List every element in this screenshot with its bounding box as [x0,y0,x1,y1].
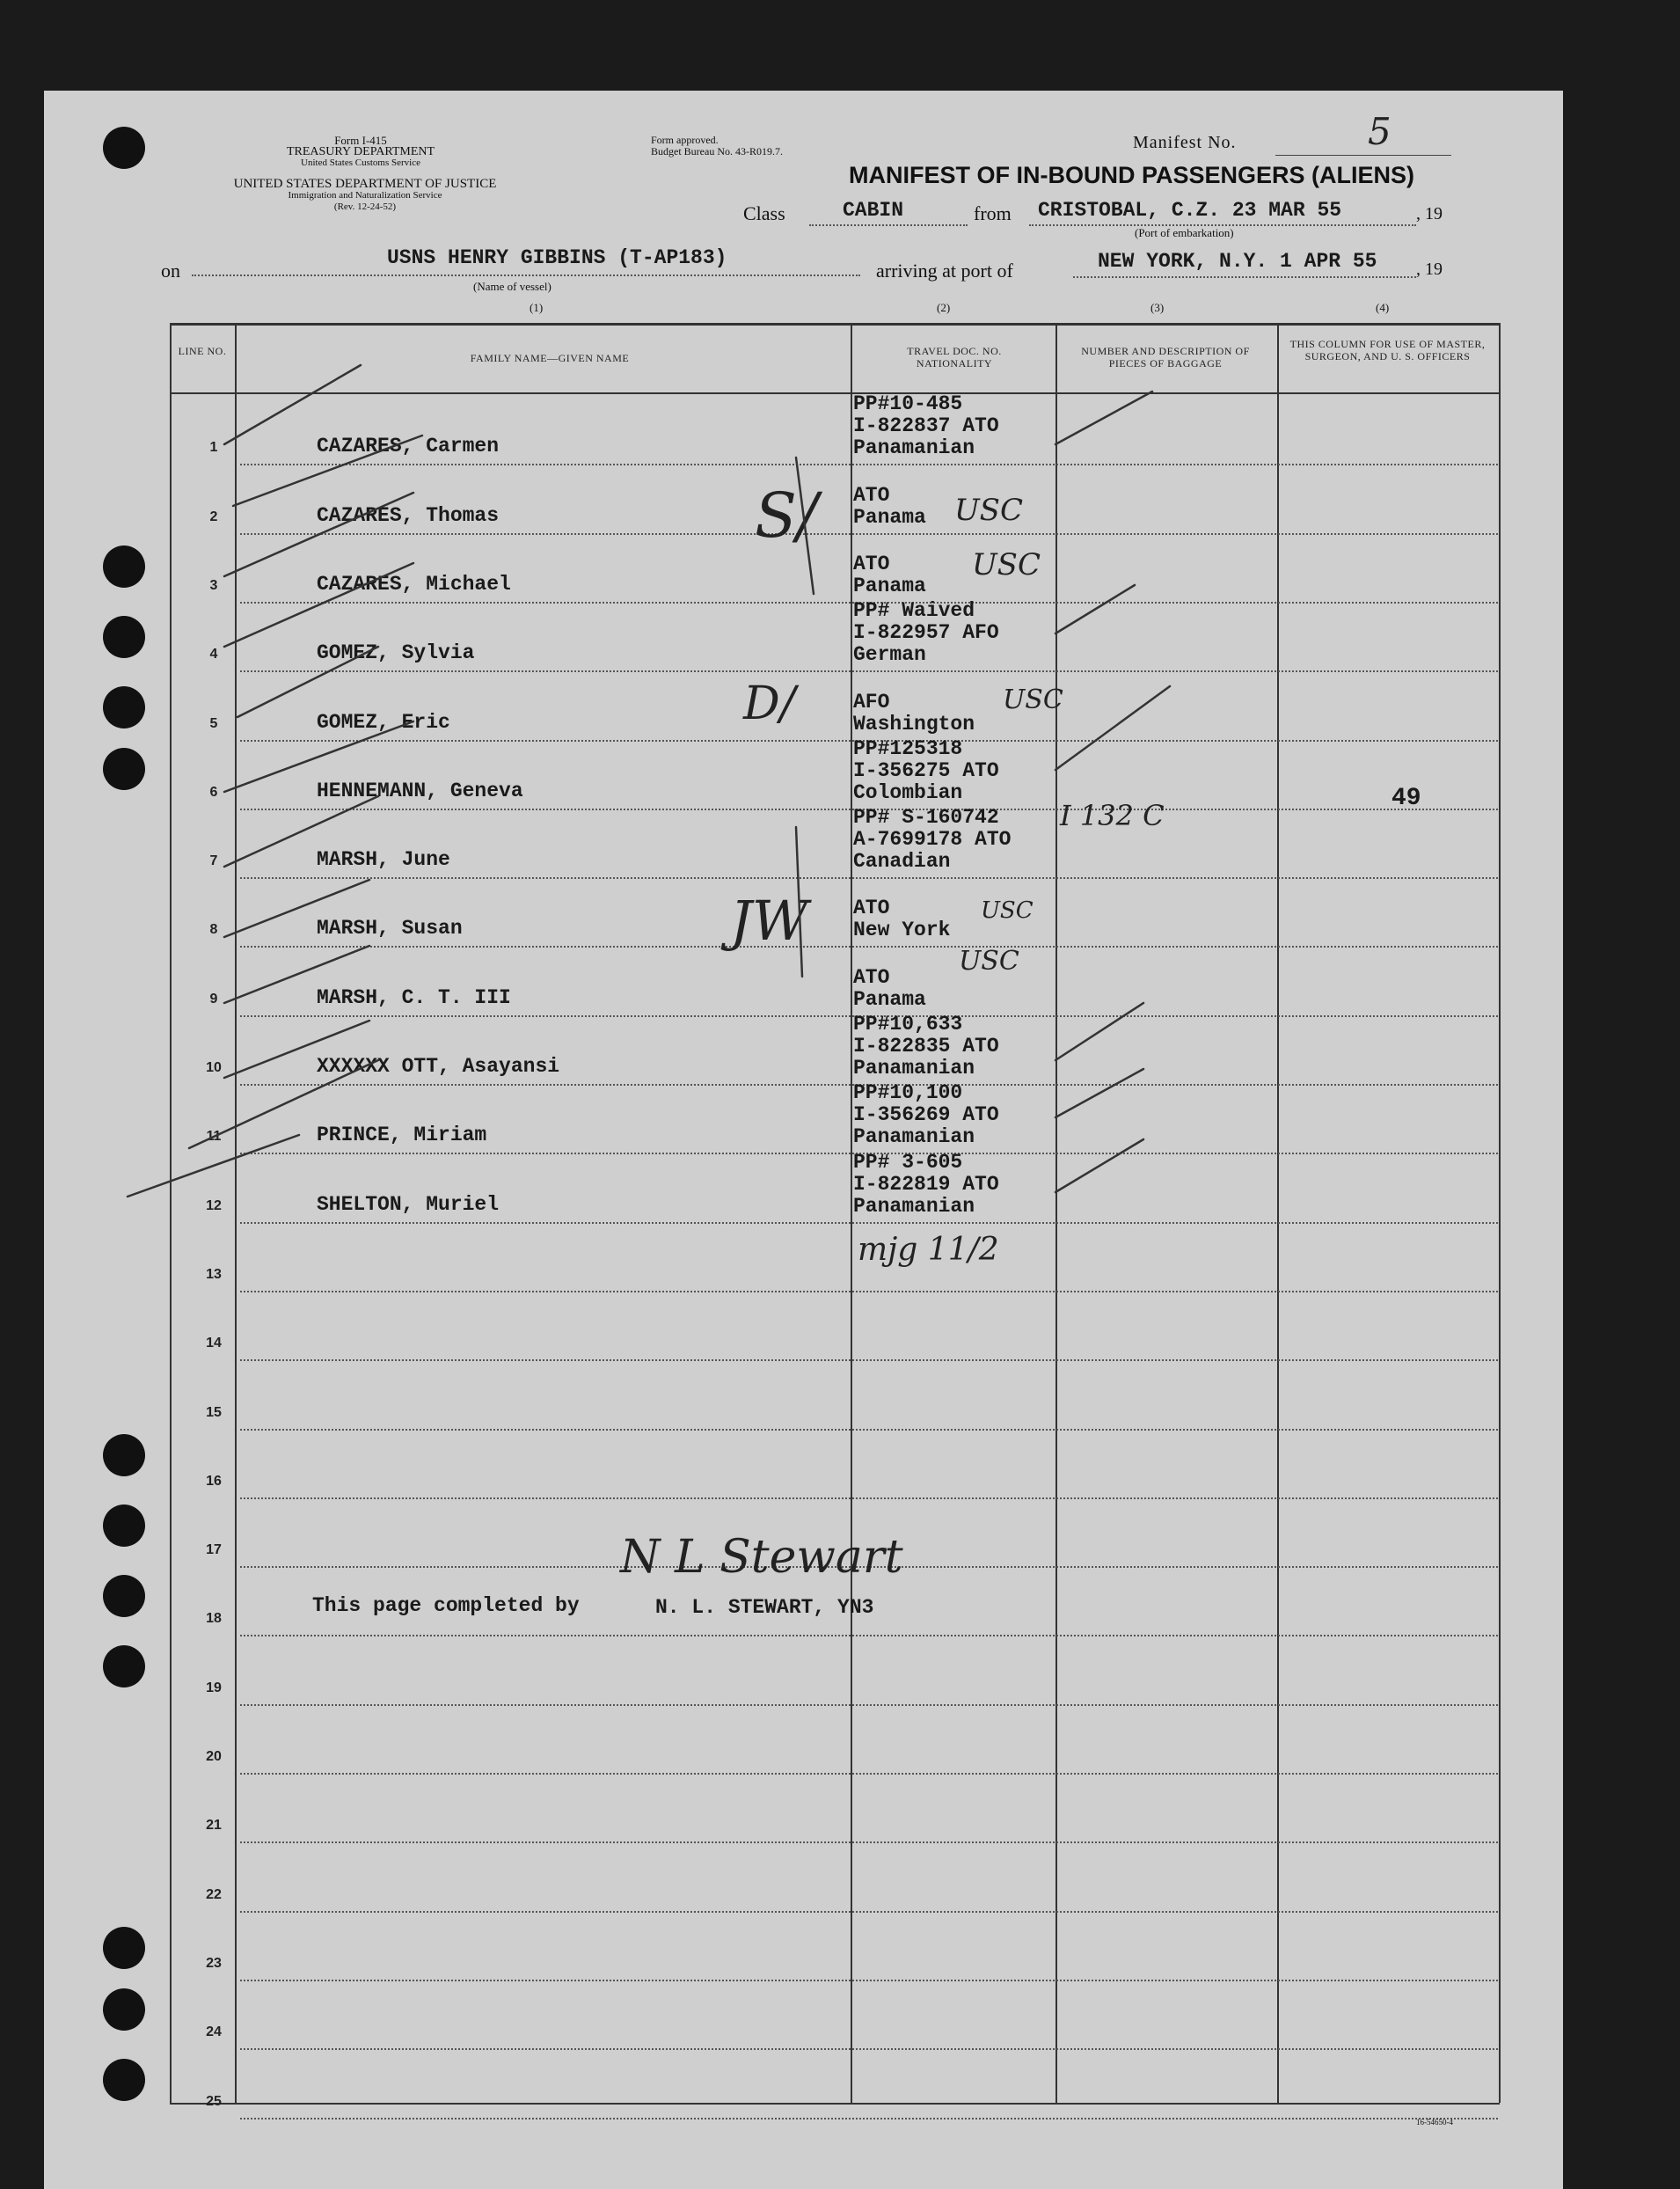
from-label: from [974,202,1012,224]
check-mark [224,721,413,792]
column-number: (3) [1150,301,1165,314]
check-mark [1055,585,1135,633]
check-mark [224,880,369,937]
doj-line: UNITED STATES DEPARTMENT OF JUSTICE [233,177,497,191]
form-id-line: TREASURY DEPARTMENT [286,145,435,158]
travel-doc-line: I-822835 ATO [853,1035,999,1058]
row-line-number: 16 [206,1473,222,1489]
check-mark [224,1021,369,1078]
arriving-value: NEW YORK, N.Y. 1 APR 55 [1098,250,1377,273]
arriving-label: arriving at port of [876,260,1013,282]
passenger-name: HENNEMANN, Geneva [317,779,523,802]
row-line-number: 17 [206,1542,222,1558]
check-mark [237,647,378,717]
check-mark [128,1135,299,1197]
check-mark [189,1060,378,1148]
row-line-number: 23 [206,1955,222,1971]
row-line-number: 21 [206,1818,222,1834]
travel-doc-line: A-7699178 ATO [853,828,1012,852]
check-mark [796,827,802,977]
port-of-embarkation-caption: (Port of embarkation) [1135,226,1234,239]
check-mark [1055,686,1170,770]
passenger-name: XXXXXX OTT, Asayansi [317,1055,560,1078]
approval-line: Form approved. [651,134,719,146]
travel-doc-line: PP# Waived [853,599,975,623]
baggage-note: I 132 C [1060,799,1165,832]
row-line-number: 25 [206,2093,222,2109]
travel-doc-line: Panamanian [853,1125,975,1149]
check-mark [796,458,814,594]
completed-by-label: This page completed by [312,1594,580,1617]
check-mark [1055,392,1152,444]
travel-doc-line: PP#10-485 [853,392,963,416]
row-line-number: 1 [209,440,218,456]
check-mark [233,436,422,506]
on-label: on [161,260,180,282]
row-line-number: 7 [209,853,218,869]
page-title: MANIFEST OF IN-BOUND PASSENGERS (ALIENS) [849,162,1415,188]
row-line-number: 5 [209,715,218,731]
passenger-name: SHELTON, Muriel [317,1192,500,1216]
row-line-number: 20 [206,1749,222,1764]
travel-doc-line: I-356269 ATO [853,1103,999,1127]
vessel-name: USNS HENRY GIBBINS (T-AP183) [387,246,727,269]
travel-doc-line: AFO [853,690,890,714]
travel-doc-line: Colombian [853,780,963,804]
row-line-number: 9 [209,991,218,1007]
row-line-number: 22 [206,1886,222,1902]
check-mark [224,493,413,576]
row-line-number: 8 [209,922,218,938]
row-line-number: 2 [209,509,218,524]
passenger-name: CAZARES, Michael [317,572,511,596]
row-line-number: 11 [206,1129,222,1145]
travel-doc-line: ATO [853,897,890,920]
class-value: CABIN [843,199,904,222]
travel-doc-line: PP#10,100 [853,1081,963,1105]
passenger-name: PRINCE, Miriam [317,1124,487,1147]
from-value: CRISTOBAL, C.Z. 23 MAR 55 [1038,199,1342,222]
usc-mark: USC [972,547,1041,582]
passenger-name: GOMEZ, Eric [317,710,450,734]
travel-doc-line: Panama [853,505,926,529]
manifest-no-value: 5 [1368,110,1391,153]
doj-line: (Rev. 12-24-52) [333,201,397,212]
travel-doc-line: ATO [853,552,890,575]
travel-doc-line: Panamanian [853,1057,975,1080]
check-mark [1055,1003,1143,1060]
travel-doc-line: Panama [853,574,926,597]
travel-doc-line: I-822837 ATO [853,414,999,438]
row-line-number: 18 [206,1611,222,1627]
inspector-initials: D/ [743,677,796,730]
row-line-number: 10 [206,1060,222,1075]
travel-doc-line: ATO [853,965,890,989]
manifest-no-label: Manifest No. [1133,133,1237,152]
row-line-number: 13 [206,1266,222,1282]
column-header-baggage: NUMBER AND DESCRIPTION OF PIECES OF BAGGAGE [1081,345,1250,370]
passenger-name: MARSH, C. T. III [317,985,511,1009]
column-header-line-no: LINE NO. [178,345,227,357]
travel-doc-line: I-356275 ATO [853,758,999,782]
travel-doc-line: Panamanian [853,436,975,460]
passenger-name: CAZARES, Thomas [317,503,500,527]
form-id-line: Form I-415 [334,134,387,147]
travel-doc-line: I-822819 ATO [853,1172,999,1196]
form-code: 16-54650-4 [1416,2118,1453,2127]
row-line-number: 12 [206,1197,222,1213]
column-header-officers: THIS COLUMN FOR USE OF MASTER, SURGEON, AND U. S. OFFICERS [1289,338,1486,362]
year-label-2: , 19 [1416,260,1443,279]
row-line-number: 3 [209,577,218,593]
check-mark [224,796,378,867]
travel-doc-line: Canadian [853,850,951,874]
inspector-initials: S/ [755,480,818,552]
vessel-caption: (Name of vessel) [473,280,551,293]
row-line-number: 15 [206,1404,222,1420]
passenger-name: MARSH, Susan [317,917,463,941]
travel-doc-line: Washington [853,712,975,736]
signature: N L Stewart [620,1531,903,1584]
check-mark [224,563,413,647]
column-header-name: FAMILY NAME—GIVEN NAME [470,352,630,364]
row-line-number: 4 [209,647,218,663]
check-mark [1055,1139,1143,1192]
check-mark [1055,1069,1143,1117]
usc-mark: USC [959,946,1019,977]
completed-by-value: N. L. STEWART, YN3 [655,1596,874,1619]
travel-doc-line: PP# 3-605 [853,1150,963,1174]
year-label: , 19 [1416,204,1443,223]
column-number: (1) [530,301,544,314]
travel-doc-line: PP#125318 [853,736,963,760]
check-mark [224,946,369,1003]
form-id-line: United States Customs Service [301,157,420,168]
passenger-name: GOMEZ, Sylvia [317,641,475,665]
travel-doc-line: ATO [853,483,890,507]
column-number: (2) [937,301,951,314]
travel-doc-line: German [853,643,926,667]
footer-initials: mjg 11/2 [858,1232,999,1268]
passenger-name: CAZARES, Carmen [317,435,500,458]
class-label: Class [743,202,785,224]
travel-doc-line: PP#10,633 [853,1013,963,1036]
column-number: (4) [1376,301,1390,314]
row-line-number: 24 [206,2024,222,2040]
travel-doc-line: Panama [853,987,926,1011]
inspector-initials: JW [730,889,808,953]
passenger-name: MARSH, June [317,848,450,872]
usc-mark: USC [954,493,1023,528]
column-header-travel-doc: TRAVEL DOC. NO. NATIONALITY [907,345,1002,370]
usc-mark: USC [1003,685,1063,715]
usc-mark: USC [981,897,1034,924]
travel-doc-line: Panamanian [853,1194,975,1218]
row-line-number: 19 [206,1680,222,1695]
travel-doc-line: I-822957 AFO [853,621,999,645]
travel-doc-line: PP# S-160742 [853,806,999,830]
travel-doc-line: New York [853,919,951,942]
check-mark [224,365,361,444]
approval-line: Budget Bureau No. 43-R019.7. [651,145,783,157]
doj-line: Immigration and Naturalization Service [288,190,442,201]
row-line-number: 6 [209,784,218,800]
officer-count: 49 [1391,785,1421,812]
row-line-number: 14 [206,1336,222,1351]
